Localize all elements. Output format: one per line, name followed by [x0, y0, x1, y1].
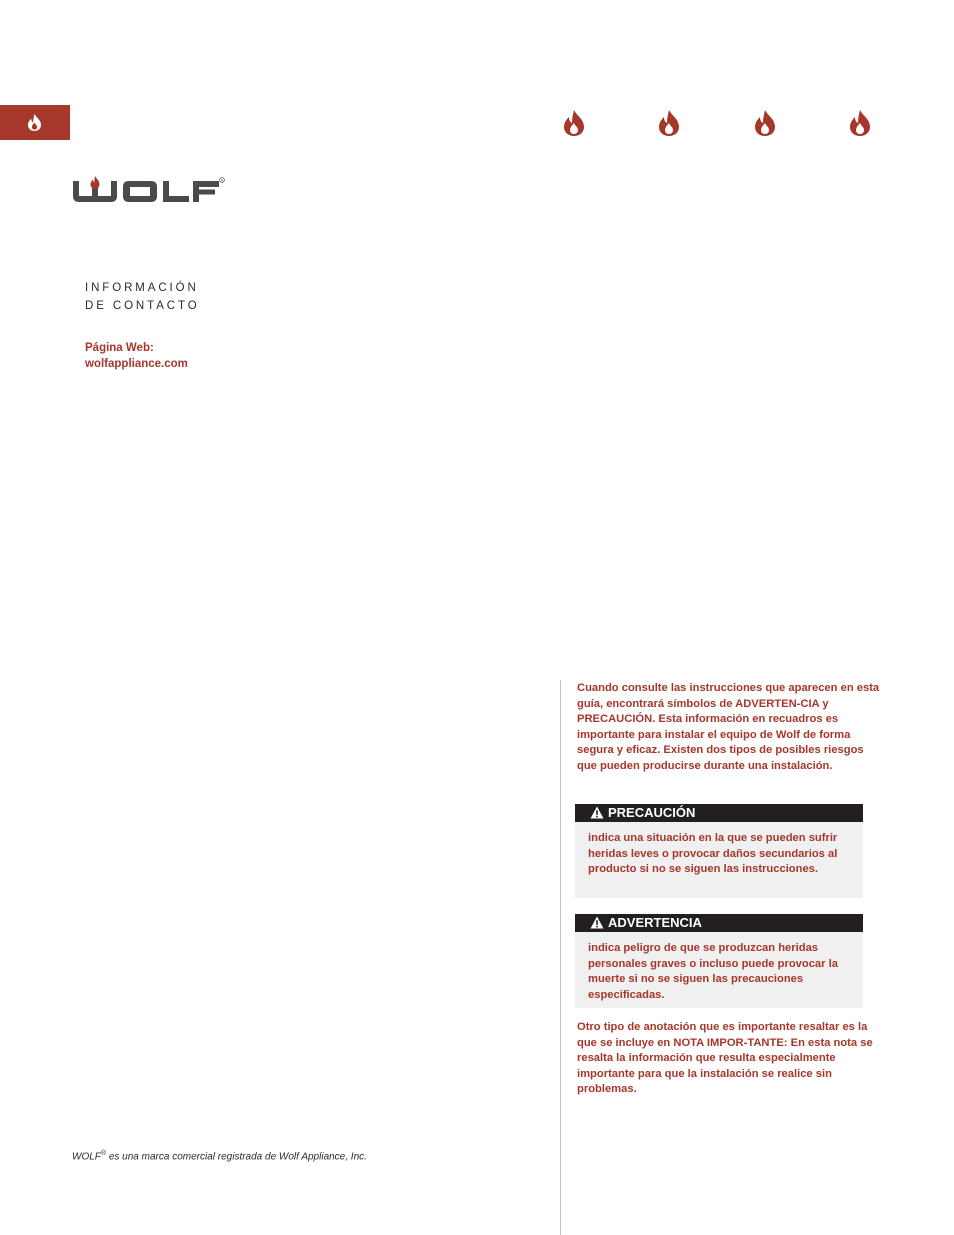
web-label: Página Web: — [85, 342, 154, 354]
warning-text: indica peligro de que se produzcan heridas personales graves o incluso puede provocar la muerte si no se siguen las precauciones especificadas. — [588, 942, 838, 1001]
wolf-logo — [71, 176, 225, 204]
column-divider — [560, 680, 561, 1235]
svg-text:R: R — [220, 178, 224, 183]
web-link[interactable]: wolfappliance.com — [85, 358, 188, 370]
note-paragraph: Otro tipo de anotación que es importante resaltar es la que se incluye en NOTA IMPOR-TANTE: En esta nota se resalta la información que resulta especialmente importante para que la instalación se realice sin problemas. — [577, 1021, 873, 1096]
flame-icon — [658, 110, 680, 136]
footer-brand: WOLF — [72, 1151, 101, 1163]
flame-icon — [28, 114, 41, 131]
warning-triangle-icon — [590, 916, 604, 929]
contact-heading-line2: DE CONTACTO — [85, 300, 200, 312]
contact-heading — [85, 279, 200, 315]
caution-text: indica una situación en la que se pueden sufrir heridas leves o provocar daños secundarios al producto si no se siguen las instrucciones. — [588, 832, 838, 876]
footer-registered-mark: ® — [100, 1150, 107, 1157]
caution-header — [575, 804, 863, 822]
flame-icon — [563, 110, 585, 136]
flame-icon — [754, 110, 776, 136]
warning-header — [575, 914, 863, 932]
trademark-footer — [72, 1150, 367, 1162]
contact-heading-line1: INFORMACIÓN — [85, 282, 199, 294]
caution-box — [575, 822, 863, 898]
caution-label: PRECAUCIÓN — [608, 805, 696, 820]
footer-text: es una marca comercial registrada de Wolf Appliance, Inc. — [106, 1151, 367, 1163]
intro-paragraph: Cuando consulte las instrucciones que aparecen en esta guía, encontrará símbolos de ADVERTEN-CIA y PRECAUCIÓN. Esta información en recuadros es importante para instalar el equipo de Wolf de forma segura y eficaz. Existen dos tipos de posibles riesgos que pueden producirse durante una instalación. — [577, 682, 880, 772]
warning-label: ADVERTENCIA — [608, 915, 702, 930]
section-tab — [0, 105, 70, 140]
flame-icon — [849, 110, 871, 136]
warning-box — [575, 932, 863, 1008]
warning-triangle-icon — [590, 806, 604, 819]
